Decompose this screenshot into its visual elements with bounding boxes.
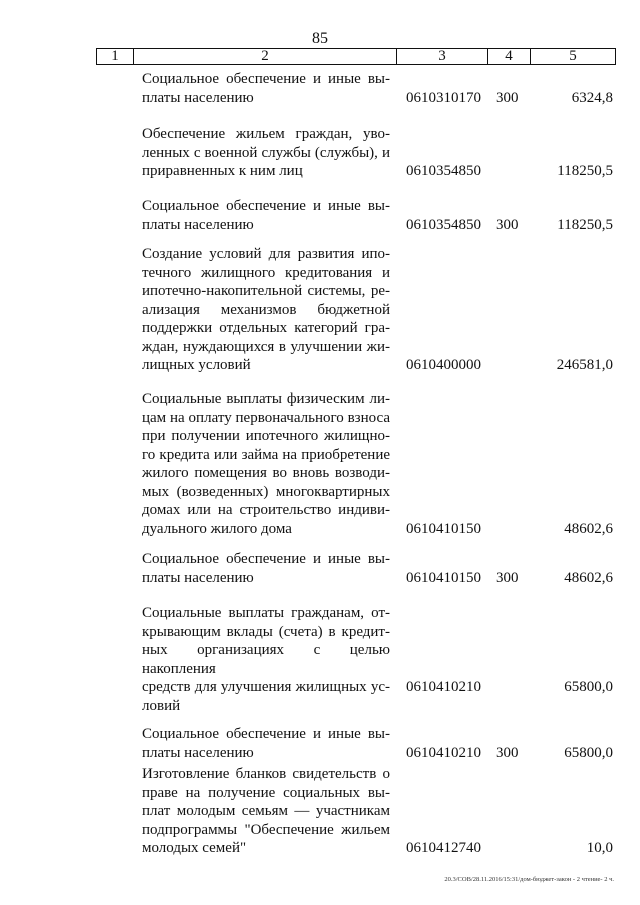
row-description — [142, 390, 390, 538]
row-amount: 246581,0 — [556, 357, 613, 373]
description-line: платы населению — [142, 89, 254, 106]
row-description — [142, 70, 390, 107]
description-line: подпрограммы "Обеспечение жильем — [142, 821, 390, 838]
header-col-2: 2 — [134, 49, 397, 65]
row-code: 0610410150 — [406, 569, 481, 586]
description-line: ленных с военной службы (службы), и — [142, 144, 390, 161]
row-expense-type: 300 — [496, 216, 519, 233]
footer-stamp: 20.3/СОВ/28.11.2016/15:31/дом-бюджет-закон - 2 чтение- 2 ч. — [444, 876, 614, 883]
row-code: 0610410210 — [406, 679, 481, 695]
row-description — [142, 765, 390, 858]
description-line: молодых семей" — [142, 840, 247, 856]
description-line: Социальное обеспечение и иные вы- — [142, 198, 390, 214]
row-code: 0610410150 — [406, 520, 481, 537]
row-amount: 118250,5 — [557, 163, 613, 179]
description-line: платы населению — [142, 216, 254, 233]
description-line: дуального жилого дома — [142, 520, 292, 537]
description-line: платы населению — [142, 744, 254, 761]
page-number: 85 — [312, 30, 328, 47]
description-line: приравненных к ним лиц — [142, 163, 303, 179]
row-description — [142, 725, 390, 762]
row-description — [142, 550, 390, 587]
column-header-table — [96, 48, 616, 65]
row-amount: 118250,5 — [557, 216, 613, 233]
row-code: 0610400000 — [406, 357, 481, 373]
row-code: 0610354850 — [406, 163, 481, 179]
description-line: поддержки отдельных категорий гра- — [142, 320, 390, 336]
description-line: плат молодым семьям — участникам — [142, 803, 390, 819]
description-line: при получении ипотечного жилищно- — [142, 428, 390, 444]
description-line: платы населению — [142, 569, 254, 586]
description-line: Обеспечение жильем граждан, уво- — [142, 126, 390, 142]
row-amount: 6324,8 — [571, 89, 613, 106]
description-line: ных организациях с целью накопления — [142, 642, 390, 677]
description-line: ждан, нуждающихся в улучшении жи- — [142, 338, 390, 355]
description-line: Создание условий для развития ипо- — [142, 246, 390, 262]
header-col-3: 3 — [397, 49, 488, 65]
description-line: праве на получение социальных вы- — [142, 784, 390, 801]
description-line: Социальное обеспечение и иные вы- — [142, 726, 390, 742]
description-line: ипотечно-накопительной системы, ре- — [142, 283, 390, 299]
description-line: домах или на строительство индиви- — [142, 502, 390, 518]
description-line: лищных условий — [142, 357, 251, 373]
row-description — [142, 125, 390, 181]
description-line: го кредита или займа на приобретение — [142, 446, 390, 463]
description-line: мых (возведенных) многоквартирных — [142, 483, 390, 500]
description-line: жилого помещения во вновь возводи- — [142, 465, 390, 481]
row-description — [142, 197, 390, 234]
description-line: Социальное обеспечение и иные вы- — [142, 551, 390, 567]
description-line: Социальные выплаты гражданам, от- — [142, 605, 390, 621]
row-amount: 65800,0 — [564, 744, 613, 761]
description-line: течного жилищного кредитования и — [142, 264, 390, 281]
row-amount: 65800,0 — [564, 679, 613, 695]
description-line: цам на оплату первоначального взноса — [142, 409, 390, 426]
row-description — [142, 245, 390, 375]
row-expense-type: 300 — [496, 744, 519, 761]
description-line: ловий — [142, 697, 181, 714]
description-line: Социальное обеспечение и иные вы- — [142, 71, 390, 87]
description-line: Изготовление бланков свидетельств о — [142, 766, 390, 782]
row-code: 0610354850 — [406, 216, 481, 233]
description-line: средств для улучшения жилищных ус- — [142, 679, 390, 695]
row-code: 0610412740 — [406, 840, 481, 856]
row-code: 0610410210 — [406, 744, 481, 761]
row-amount: 48602,6 — [564, 569, 613, 586]
description-line: ализация механизмов бюджетной — [142, 301, 390, 318]
header-col-5: 5 — [531, 49, 616, 65]
header-col-1: 1 — [97, 49, 134, 65]
description-line: крывающим вклады (счета) в кредит- — [142, 623, 390, 640]
row-amount: 48602,6 — [564, 520, 613, 537]
row-expense-type: 300 — [496, 89, 519, 106]
description-line: Социальные выплаты физическим ли- — [142, 391, 390, 407]
row-description — [142, 604, 390, 715]
row-code: 0610310170 — [406, 89, 481, 106]
header-col-4: 4 — [488, 49, 531, 65]
row-expense-type: 300 — [496, 569, 519, 586]
row-amount: 10,0 — [586, 840, 613, 856]
